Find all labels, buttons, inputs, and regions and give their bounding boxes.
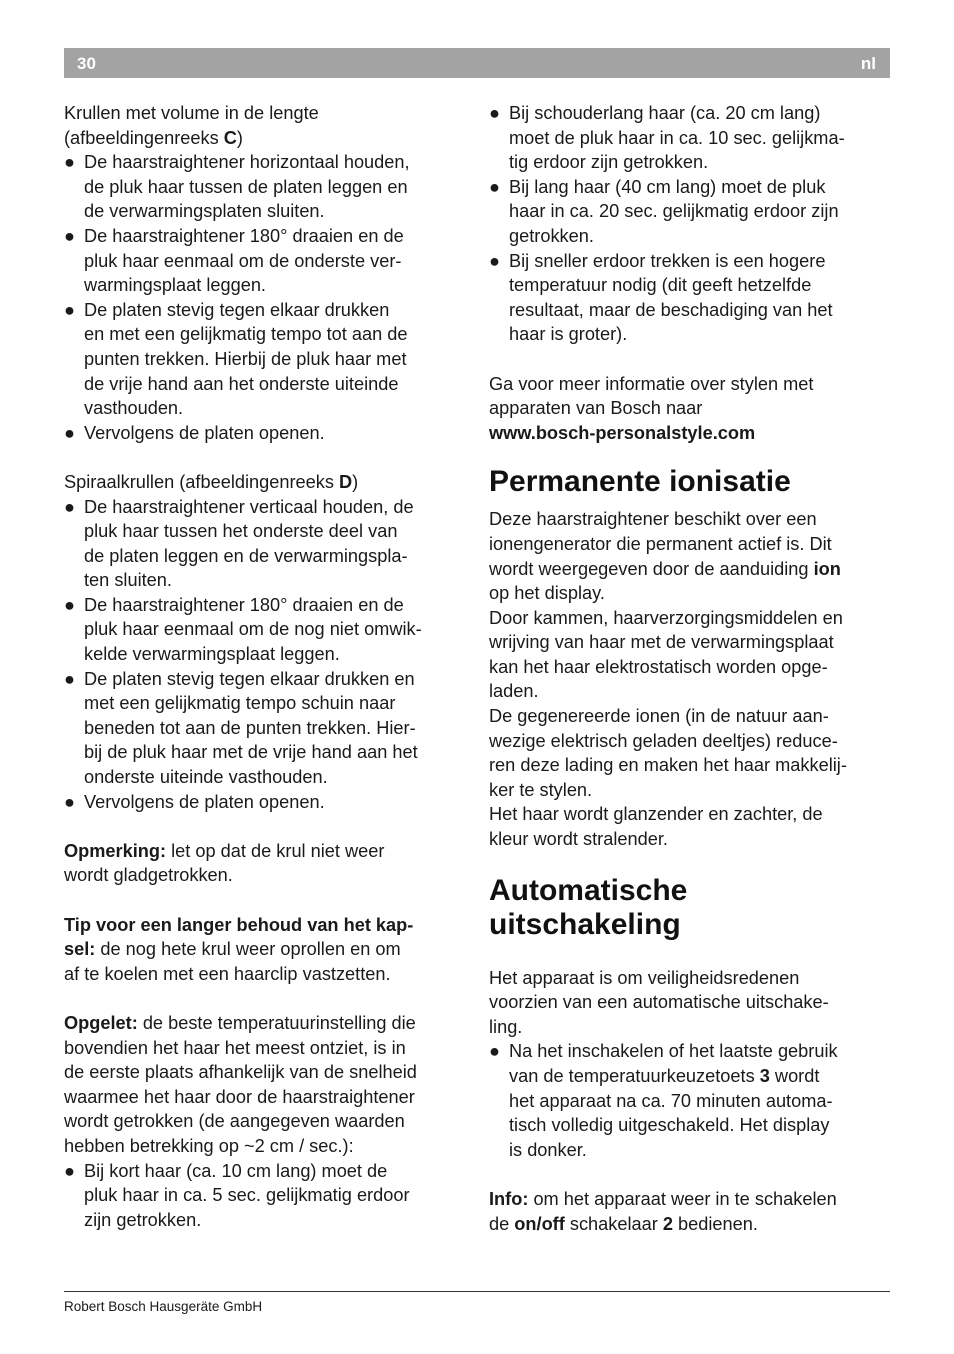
bullet-text: van de temperatuurkeuzetoets [509,1066,760,1086]
language-code: nl [860,54,876,73]
bullet-text: De platen stevig tegen elkaar drukken en [84,668,415,689]
bullet-text: moet de pluk haar in ca. 10 sec. gelijkma- [509,127,845,148]
bullet-text: temperatuur nodig (dit geeft hetzelfde [509,275,812,296]
heading-line: uitschakeling [489,907,681,941]
spiral-heading-text: Spiraalkrullen (afbeeldingenreeks [64,471,339,492]
final-text-4: bedienen. [672,1213,758,1234]
bullet-icon: ● [64,668,75,689]
bullet-text: getrokken. [509,225,594,246]
info-text-1: Ga voor meer informatie over stylen met [489,373,814,394]
bullet-text: de pluk haar tussen de platen leggen en [84,176,408,197]
spiral-steps-list [64,495,464,815]
section-heading-ionisation: Permanente ionisatie [489,465,791,499]
note-label: Opmerking: [64,840,167,861]
bullet-icon: ● [64,1160,75,1181]
bullet-text: De haarstraightener horizontaal houden, [84,152,410,173]
bullet-text: Bij sneller erdoor trekken is een hogere [509,250,826,271]
curls-heading-close: ) [236,127,243,148]
website-link[interactable]: www.bosch-personalstyle.com [489,422,756,443]
list-item [489,249,893,347]
ion-text: ren deze lading en maken het haar makkelij- [489,755,847,776]
bullet-icon: ● [64,225,75,246]
bullet-icon: ● [489,103,500,123]
bullet-text: en met een gelijkmatig tempo tot aan de [84,324,408,345]
bullet-text: zijn getrokken. [84,1209,202,1230]
bullet-text: De haarstraightener 180° draaien en de [84,225,404,246]
curls-heading [64,101,464,150]
tip-text-2: de nog hete krul weer oprollen en om [95,939,401,960]
bullet-icon: ● [64,152,75,173]
bullet-text: onderste uiteinde vasthouden. [84,767,328,788]
bullet-text: beneden tot aan de punten trekken. Hier- [84,717,416,738]
page-header-bar [64,48,890,78]
footer-divider [64,1291,890,1292]
bullet-text: De haarstraightener verticaal houden, de [84,496,414,517]
curls-steps-list [64,150,464,445]
list-item [64,298,464,421]
bullet-text: het apparaat na ca. 70 minuten automa- [509,1090,833,1111]
bullet-text: pluk haar eenmaal om de onderste ver- [84,250,402,271]
list-item [64,790,464,815]
note-paragraph [64,839,464,888]
ion-text: De gegenereerde ionen (in de natuur aan- [489,706,829,727]
bullet-text: wordt [769,1066,820,1086]
bullet-text: pluk haar tussen het onderste deel van [84,521,398,542]
ion-text: Door kammen, haarverzorgingsmiddelen en [489,607,843,628]
bullet-icon: ● [64,422,75,443]
bullet-icon: ● [64,299,75,320]
caution-line: bovendien het haar het meest ontziet, is in [64,1037,406,1058]
auto-text: Het apparaat is om veiligheidsredenen [489,967,800,988]
ion-paragraph [489,507,893,851]
list-item [64,421,464,446]
ion-text: laden. [489,681,539,702]
ion-text: wezige elektrisch geladen deeltjes) reduce- [489,730,838,751]
heading-line: Automatische [489,873,688,907]
speed-list-left [64,1159,464,1233]
ion-text: kleur wordt stralender. [489,829,668,850]
bullet-text: pluk haar in ca. 5 sec. gelijkmatig erdoor [84,1185,410,1206]
info-label: Info: [489,1188,529,1209]
bullet-text: resultaat, maar de beschadiging van het [509,299,833,320]
on-off-switch-ref: on/off [514,1213,565,1234]
bullet-text: Bij schouderlang haar (ca. 20 cm lang) [509,103,821,123]
bullet-text: De platen stevig tegen elkaar drukken [84,299,390,320]
curls-heading-text-2: (afbeeldingenreeks [64,127,224,148]
auto-text: voorzien van een automatische uitschake- [489,992,829,1013]
bullet-text: Bij kort haar (ca. 10 cm lang) moet de [84,1160,388,1181]
list-item [64,1159,464,1233]
tip-label-1: Tip voor een langer behoud van het kap- [64,914,414,935]
info-paragraph [489,372,893,446]
ion-text: Deze haarstraightener beschikt over een [489,509,817,530]
right-column [489,101,893,1236]
section-heading-auto-off [489,874,893,942]
final-text-1: om het apparaat weer in te schakelen [528,1188,837,1209]
curls-heading-text: Krullen met volume in de lengte [64,103,319,123]
tip-text-3: af te koelen met een haarclip vastzetten. [64,963,391,984]
list-item [64,150,464,224]
bullet-text: de verwarmingsplaten sluiten. [84,201,325,222]
page-number: 30 [77,54,96,73]
caution-line: de eerste plaats afhankelijk van de snelheid [64,1062,417,1083]
temperature-key-ref: 3 [759,1066,770,1086]
bullet-text: Vervolgens de platen openen. [84,791,325,812]
bullet-text: de platen leggen en de verwarmingspla- [84,545,408,566]
ion-text: ker te stylen. [489,779,593,800]
bullet-text: de vrije hand aan het onderste uiteinde [84,373,399,394]
auto-paragraph [489,966,893,1040]
caution-line: waarmee het haar door de haarstraightener [64,1086,415,1107]
info-text-2: apparaten van Bosch naar [489,398,703,419]
final-text-3: schakelaar [564,1213,663,1234]
ion-indicator-label: ion [813,558,841,579]
list-item [64,495,464,593]
bullet-icon: ● [64,791,75,812]
bullet-text: haar in ca. 20 sec. gelijkmatig erdoor zijn [509,201,839,222]
note-text-2: wordt gladgetrokken. [64,865,233,886]
ion-text: ionengenerator die permanent actief is. Dit [489,533,832,554]
bullet-text: tig erdoor zijn getrokken. [509,152,709,173]
list-item [489,101,893,175]
caution-line: hebben betrekking op ~2 cm / sec.): [64,1135,354,1156]
speed-list-right [489,101,893,347]
bullet-text: is donker. [509,1139,587,1160]
bullet-text: Vervolgens de platen openen. [84,422,325,443]
list-item [489,1039,893,1162]
bullet-icon: ● [64,496,75,517]
list-item [64,667,464,790]
bullet-text: punten trekken. Hierbij de pluk haar met [84,348,407,369]
bullet-text: ten sluiten. [84,570,172,591]
bullet-text: haar is groter). [509,324,628,345]
bullet-icon: ● [489,176,500,197]
caution-label: Opgelet: [64,1012,138,1033]
bullet-text: pluk haar eenmaal om de nog niet omwik- [84,619,422,640]
bullet-icon: ● [64,594,75,615]
note-text-1: let op dat de krul niet weer [166,840,385,861]
bullet-text: Na het inschakelen of het laatste gebruik [509,1041,838,1062]
bullet-icon: ● [489,1041,500,1062]
bullet-text: met een gelijkmatig tempo schuin naar [84,693,396,714]
footer-company: Robert Bosch Hausgeräte GmbH [64,1299,263,1314]
caution-paragraph [64,1011,464,1159]
auto-text: ling. [489,1016,523,1037]
left-column [64,101,464,1232]
spiral-heading [64,470,464,495]
bullet-text: De haarstraightener 180° draaien en de [84,594,404,615]
switch-number-ref: 2 [662,1213,673,1234]
caution-text-1: de beste temperatuurinstelling die [137,1012,416,1033]
ion-text: wordt weergegeven door de aanduiding [489,558,814,579]
final-text-2: de [489,1213,515,1234]
caution-line: wordt getrokken (de aangegeven waarden [64,1111,405,1132]
ion-text: kan het haar elektrostatisch worden opge- [489,656,828,677]
final-info-paragraph [489,1187,893,1236]
bullet-text: bij de pluk haar met de vrije hand aan het [84,742,418,763]
bullet-icon: ● [489,250,500,271]
list-item [64,593,464,667]
ion-text: op het display. [489,583,605,604]
series-c-label: C [223,127,237,148]
ion-text: Het haar wordt glanzender en zachter, de [489,804,823,825]
ion-text: wrijving van haar met de verwarmingsplaat [489,632,834,653]
bullet-text: vasthouden. [84,398,184,419]
bullet-text: tisch volledig uitgeschakeld. Het display [509,1115,830,1136]
spiral-heading-close: ) [352,471,359,492]
bullet-text: kelde verwarmingsplaat leggen. [84,644,340,665]
series-d-label: D [339,471,353,492]
bullet-text: warmingsplaat leggen. [84,275,266,296]
bullet-text: Bij lang haar (40 cm lang) moet de pluk [509,176,826,197]
list-item [489,175,893,249]
list-item [64,224,464,298]
tip-paragraph [64,913,464,987]
tip-label-2: sel: [64,939,96,960]
